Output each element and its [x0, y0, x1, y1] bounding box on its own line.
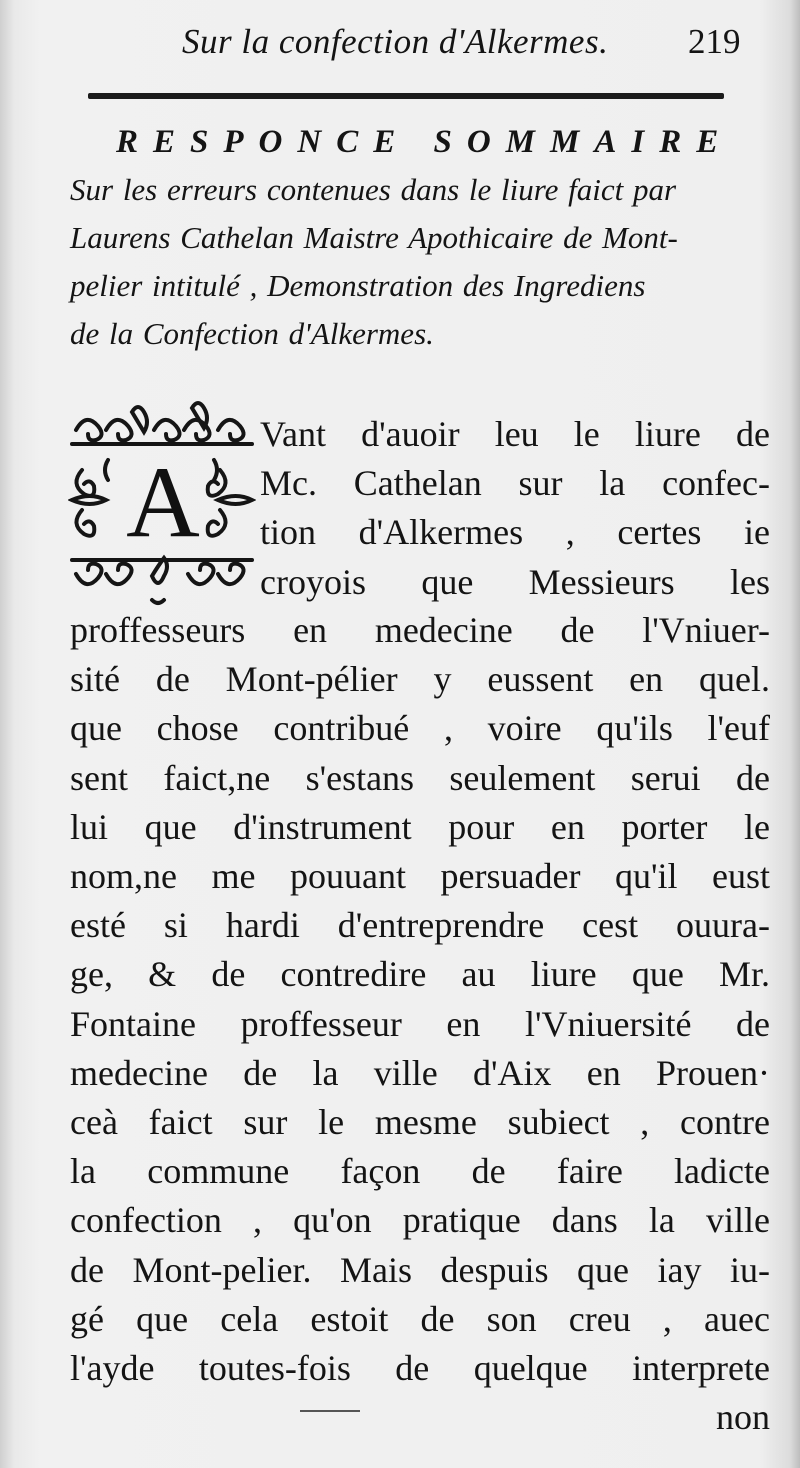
text-line: sent faict,ne s'estans seulement serui de	[70, 757, 770, 798]
text-line: tion d'Alkermes , certes ie	[260, 512, 770, 553]
text-line: que chose contribué , voire qu'ils l'euf	[70, 708, 770, 749]
running-title: Sur la confection d'Alkermes.	[182, 22, 609, 61]
text-line: gé que cela estoit de son creu , auec	[70, 1298, 770, 1339]
heading-line: de la Confection d'Alkermes.	[70, 316, 434, 351]
text-line: esté si hardi d'entreprendre cest ouura-	[70, 905, 770, 946]
text-line: croyois que Messieurs les	[260, 561, 770, 602]
text-line: Fontaine proffesseur en l'Vniuersité de	[70, 1003, 770, 1044]
body-text	[70, 606, 770, 1442]
header-rule	[88, 93, 724, 99]
page-header	[0, 22, 800, 72]
heading-line: pelier intitulé , Demonstration des Ingrediens	[70, 268, 646, 303]
text-line: l'ayde toutes-fois de quelque interprete	[70, 1348, 770, 1389]
heading-title: RESPONCE SOMMAIRE	[116, 124, 734, 160]
text-line: Mc. Cathelan sur la confec-	[260, 463, 770, 504]
text-line: nom,ne me pouuant persuader qu'il eust	[70, 856, 770, 897]
text-line: ge, & de contredire au liure que Mr.	[70, 954, 770, 995]
text-line: ceà faict sur le mesme subiect , contre	[70, 1102, 770, 1143]
text-line: de Mont-pelier. Mais despuis que iay iu-	[70, 1249, 770, 1290]
drop-cap: A	[126, 446, 200, 559]
heading-line: Sur les erreurs contenues dans le liure faict par	[70, 172, 677, 207]
text-line: Vant d'auoir leu le liure de	[260, 414, 770, 454]
heading-line: Laurens Cathelan Maistre Apothicaire de Mont-	[70, 220, 678, 255]
text-line: sité de Mont-pélier y eussent en quel.	[70, 659, 770, 700]
text-line: lui que d'instrument pour en porter le	[70, 806, 770, 847]
opening-lines	[260, 410, 770, 607]
text-line: medecine de la ville d'Aix en Prouen·	[70, 1052, 770, 1093]
text-line: confection , qu'on pratique dans la ville	[70, 1200, 770, 1241]
text-line: la commune façon de faire ladicte	[70, 1151, 770, 1192]
bottom-mark	[300, 1410, 360, 1412]
section-heading	[70, 118, 770, 358]
text-line: proffesseurs en medecine de l'Vniuer-	[70, 610, 770, 650]
page-number: 219	[688, 22, 741, 61]
catchword: non	[716, 1397, 770, 1438]
